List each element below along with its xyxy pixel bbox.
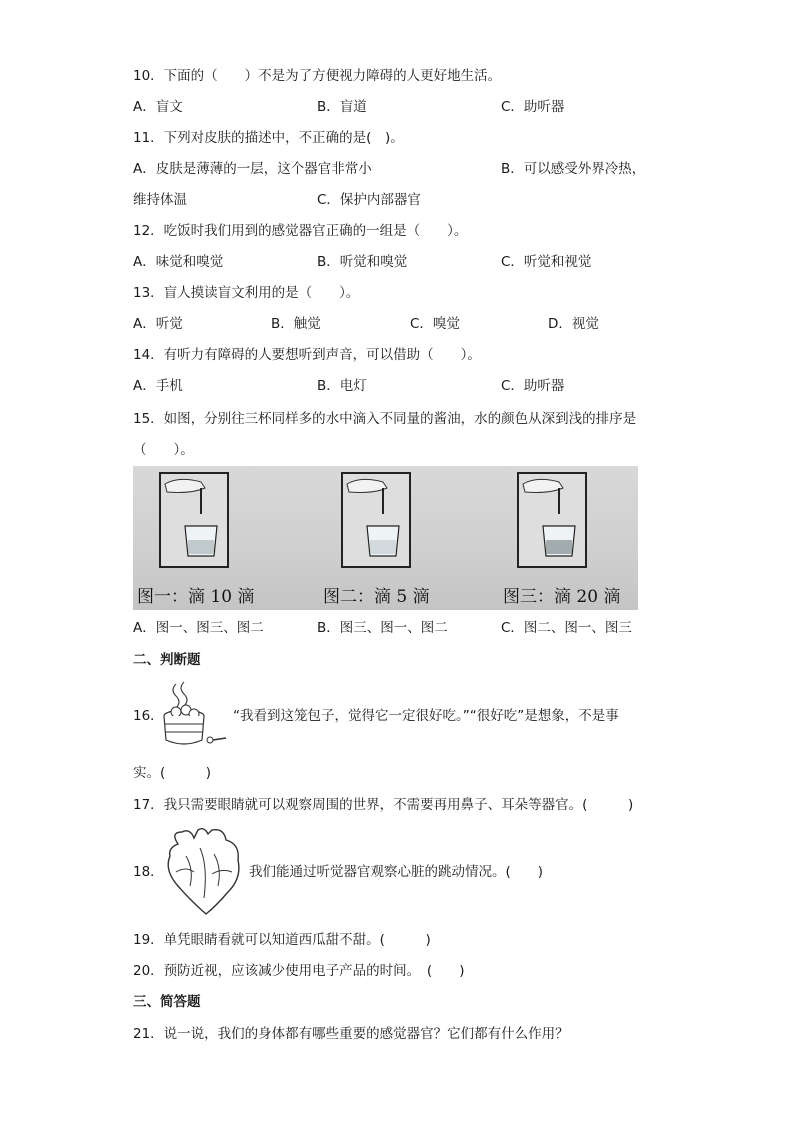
q15-caption-1: 图一：滴 10 滴 [137,587,255,607]
panel-2-frame [341,472,411,568]
q13-option-c[interactable]: C．嗅觉 [410,316,460,332]
heart-icon [156,826,252,918]
steamed-buns-basket-icon [158,680,230,750]
q15-option-c[interactable]: C．图二、图一、图三 [501,620,632,636]
q11-stem: 11．下列对皮肤的描述中，不正确的是( )。 [133,130,404,146]
q17-statement: 17．我只需要眼睛就可以观察周围的世界，不需要再用鼻子、耳朵等器官。( ) [133,797,634,813]
q10-stem: 10．下面的（ ）不是为了方便视力障碍的人更好地生活。 [133,68,502,84]
q15-experiment-photo [133,466,638,610]
q16-number: 16． [133,708,164,724]
q11-option-c[interactable]: C．保护内部器官 [317,192,421,208]
q15-stem: 15．如图，分别往三杯同样多的水中滴入不同量的酱油，水的颜色从深到浅的排序是 [133,411,637,427]
q16-text: “我看到这笼包子，觉得它一定很好吃。”“很好吃”是想象，不是事 [233,708,619,724]
q15-caption-3: 图三：滴 20 滴 [503,587,621,607]
panel-3-frame [517,472,587,568]
q13-option-a[interactable]: A．听觉 [133,316,183,332]
q18-text: 我们能通过听觉器官观察心脏的跳动情况。( ) [249,864,544,880]
dropper-glass-icon [519,474,585,566]
q20-statement: 20．预防近视，应该减少使用电子产品的时间。 ( ) [133,963,465,979]
q14-option-b[interactable]: B．电灯 [317,378,367,394]
q15-option-a[interactable]: A．图一、图三、图二 [133,620,264,636]
q19-statement: 19．单凭眼睛看就可以知道西瓜甜不甜。( ) [133,932,431,948]
q14-option-a[interactable]: A．手机 [133,378,183,394]
dropper-glass-icon [161,474,227,566]
q10-option-b[interactable]: B．盲道 [317,99,367,115]
q15-stem-continued: （ ）。 [133,442,194,458]
dropper-glass-icon [343,474,409,566]
panel-1-frame [159,472,229,568]
q13-stem: 13．盲人摸读盲文利用的是（ ）。 [133,285,360,301]
q10-option-c[interactable]: C．助听器 [501,99,565,115]
q13-option-d[interactable]: D．视觉 [548,316,599,332]
q14-stem: 14．有听力有障碍的人要想听到声音，可以借助（ ）。 [133,347,481,363]
q11-option-b-continued: 维持体温 [133,192,187,208]
section-2-heading: 二、判断题 [133,652,201,668]
q18-number: 18． [133,864,164,880]
q14-option-c[interactable]: C．助听器 [501,378,565,394]
q16-text-continued: 实。( ) [133,765,212,781]
q12-option-b[interactable]: B．听觉和嗅觉 [317,254,408,270]
section-3-heading: 三、简答题 [133,994,201,1010]
q15-caption-2: 图二：滴 5 滴 [323,587,430,607]
q10-option-a[interactable]: A．盲文 [133,99,183,115]
q11-option-a[interactable]: A．皮肤是薄薄的一层，这个器官非常小 [133,161,372,177]
q15-option-b[interactable]: B．图三、图一、图二 [317,620,448,636]
q12-stem: 12．吃饭时我们用到的感觉器官正确的一组是（ ）。 [133,223,468,239]
q21-question: 21．说一说，我们的身体都有哪些重要的感觉器官？它们都有什么作用？ [133,1026,569,1042]
q12-option-a[interactable]: A．味觉和嗅觉 [133,254,224,270]
q12-option-c[interactable]: C．听觉和视觉 [501,254,592,270]
q11-option-b[interactable]: B．可以感受外界冷热， [501,161,646,177]
q13-option-b[interactable]: B．触觉 [271,316,321,332]
